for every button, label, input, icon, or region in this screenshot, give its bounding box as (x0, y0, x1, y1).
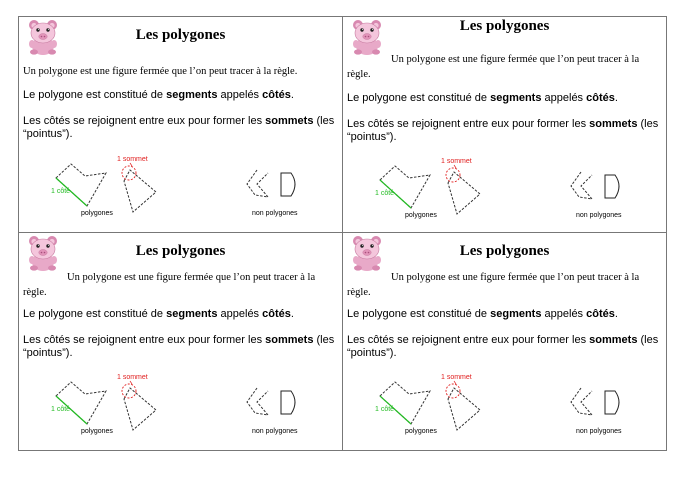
cote-label: 1 côté (375, 190, 395, 197)
cotes-keyword: côtés (262, 89, 291, 101)
cotes-keyword: côtés (586, 308, 615, 320)
vertices-sentence: Les côtés se rejoignent entre eux pour former les sommets (les “pointus”). (347, 334, 659, 359)
segments-keyword: segments (166, 308, 218, 320)
sommets-keyword: sommets (265, 115, 314, 127)
non-polygon-d-shape (281, 173, 295, 196)
cote-label: 1 côté (375, 406, 395, 413)
polygon-figure (343, 155, 667, 230)
polygon-figure (19, 371, 343, 446)
lesson-card-1 (18, 16, 343, 233)
sommet-label: 1 sommet (441, 374, 472, 381)
sommets-keyword: sommets (265, 334, 314, 346)
segments-keyword: segments (166, 89, 218, 101)
polygons-label: polygones (405, 428, 437, 435)
sommet-label: 1 sommet (441, 158, 472, 165)
segments-keyword: segments (490, 308, 542, 320)
non-polygons-label: non polygones (252, 428, 298, 435)
sommets-keyword: sommets (589, 118, 638, 130)
non-polygon-d-shape (605, 175, 619, 198)
non-polygons-label: non polygones (576, 428, 622, 435)
vertices-sentence: Les côtés se rejoignent entre eux pour former les sommets (les “pointus”). (23, 115, 335, 140)
cotes-keyword: côtés (262, 308, 291, 320)
card-title: Les polygones (459, 18, 550, 34)
sides-sentence: Le polygone est constitué de segments appelés côtés. (23, 89, 294, 101)
segments-keyword: segments (490, 92, 542, 104)
sommets-keyword: sommets (589, 334, 638, 346)
definition-text: Un polygone est une figure fermée que l’on peut tracer à la règle. (23, 272, 316, 298)
polygon-quad-shape (448, 172, 480, 214)
polygon-quad-shape (124, 170, 156, 212)
polygon-quad-shape (124, 388, 156, 430)
cote-label: 1 côté (51, 406, 71, 413)
sides-sentence: Le polygone est constitué de segments appelés côtés. (347, 92, 618, 104)
non-polygon-open-shape (247, 170, 268, 197)
definition-text: Un polygone est une figure fermée que l’on peut tracer à la règle. (347, 272, 640, 298)
non-polygon-open-shape (247, 388, 268, 415)
card-title: Les polygones (135, 243, 226, 259)
cote-label: 1 côté (51, 188, 71, 195)
sommet-label: 1 sommet (117, 374, 148, 381)
vertices-sentence: Les côtés se rejoignent entre eux pour former les sommets (les “pointus”). (347, 118, 659, 143)
sommet-label: 1 sommet (117, 156, 148, 163)
definition-text: Un polygone est une figure fermée que l’on peut tracer à la règle. (23, 66, 298, 77)
non-polygon-open-shape (571, 172, 592, 199)
polygons-label: polygones (405, 212, 437, 219)
non-polygons-label: non polygones (252, 210, 298, 217)
sides-sentence: Le polygone est constitué de segments appelés côtés. (347, 308, 618, 320)
non-polygons-label: non polygones (576, 212, 622, 219)
non-polygon-d-shape (281, 391, 295, 414)
polygon-quad-shape (448, 388, 480, 430)
card-title: Les polygones (135, 27, 226, 43)
polygons-label: polygones (81, 428, 113, 435)
polygons-label: polygones (81, 210, 113, 217)
sides-sentence: Le polygone est constitué de segments appelés côtés. (23, 308, 294, 320)
cotes-keyword: côtés (586, 92, 615, 104)
lesson-card-2 (342, 16, 667, 233)
definition-text: Un polygone est une figure fermée que l’on peut tracer à la règle. (347, 54, 640, 80)
polygon-figure (19, 153, 343, 228)
non-polygon-open-shape (571, 388, 592, 415)
lesson-card-4 (342, 232, 667, 451)
polygon-figure (343, 371, 667, 446)
lesson-card-3 (18, 232, 343, 451)
non-polygon-d-shape (605, 391, 619, 414)
vertices-sentence: Les côtés se rejoignent entre eux pour former les sommets (les “pointus”). (23, 334, 335, 359)
card-title: Les polygones (459, 243, 550, 259)
